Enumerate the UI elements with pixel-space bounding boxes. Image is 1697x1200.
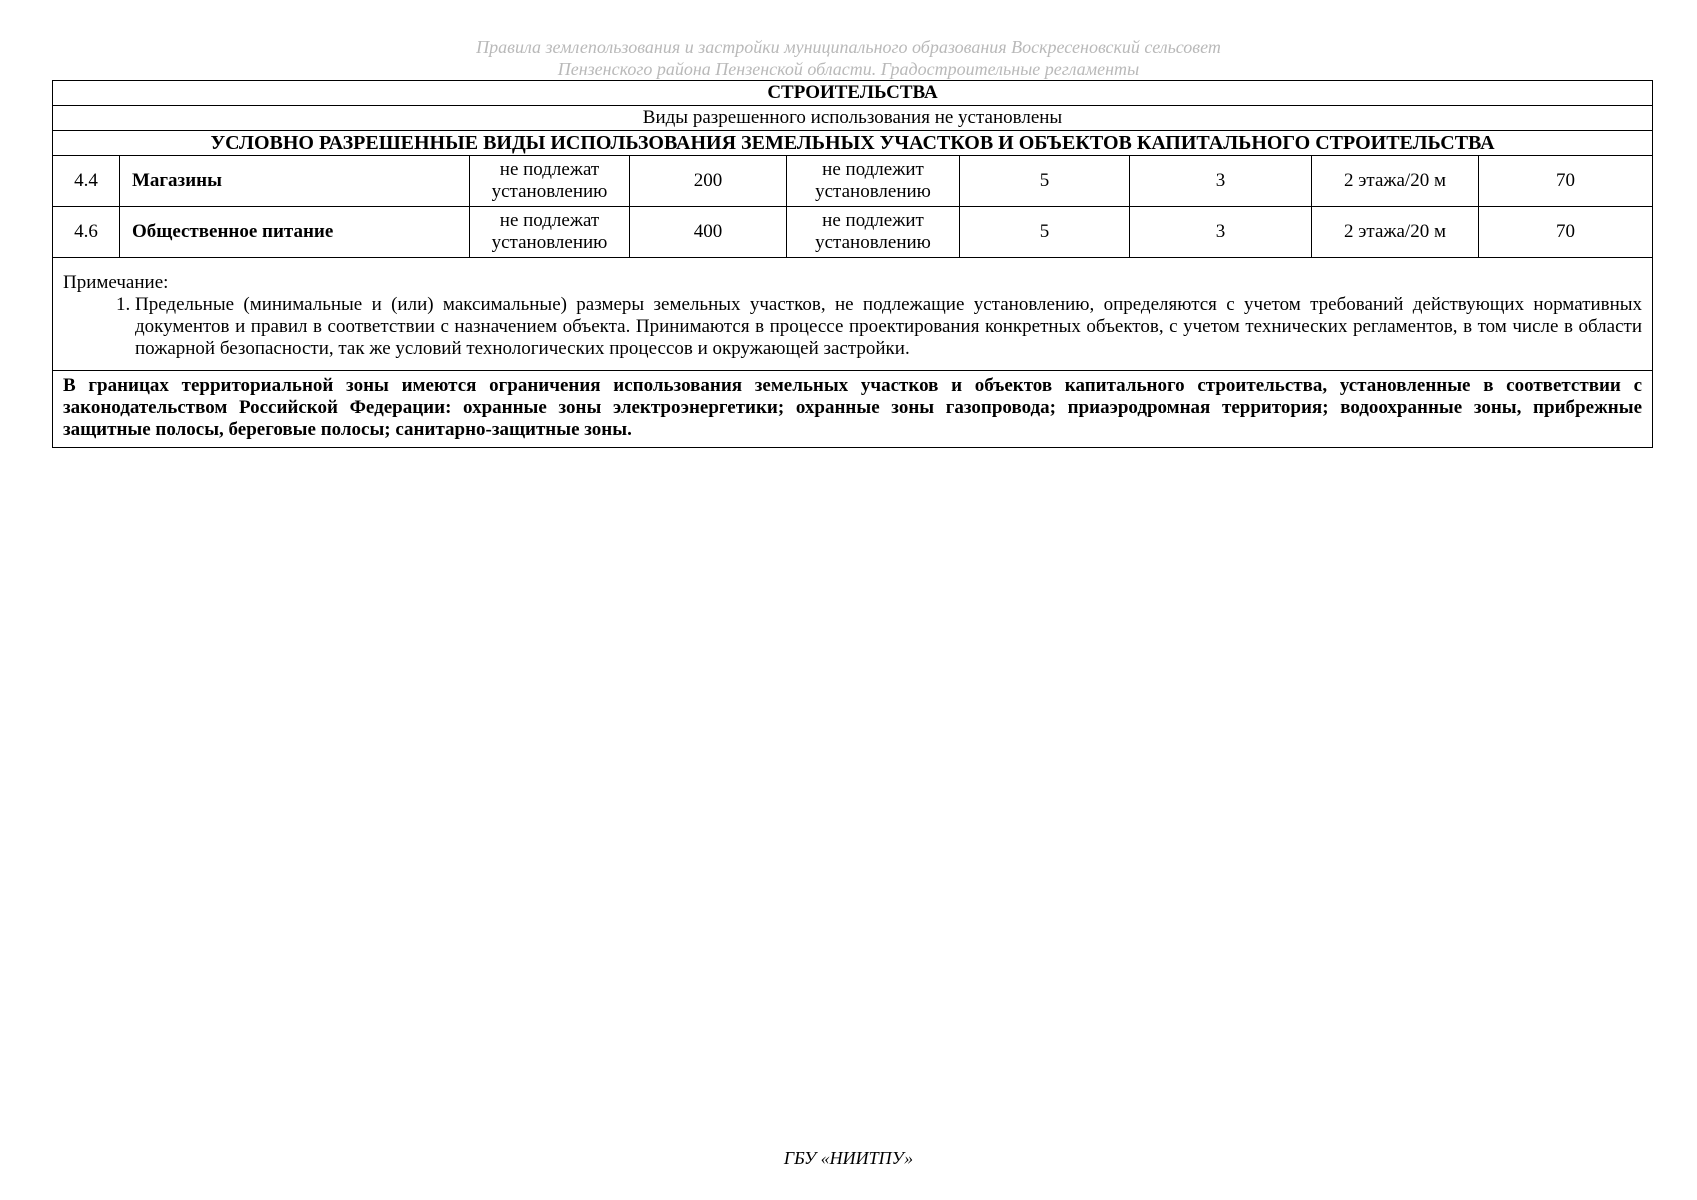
param-col-6: 3 <box>1130 156 1312 207</box>
table-row <box>53 207 1653 258</box>
conditional-uses-title-row <box>53 131 1653 156</box>
conditional-uses-title: УСЛОВНО РАЗРЕШЕННЫЕ ВИДЫ ИСПОЛЬЗОВАНИЯ ЗЕМЕЛЬНЫХ УЧАСТКОВ И ОБЪЕКТОВ КАПИТАЛЬНОГО СТРОИТЕЛЬСТВА <box>53 131 1653 156</box>
restrictions-text: В границах территориальной зоны имеются ограничения использования земельных участков и объектов капитального строительства, установленные в соответствии с законодательством Российской Федерации: охранные зоны электроэнергетики; охранные зоны газопровода; приаэродромная территория; водоохранные зоны, прибрежные защитные полосы, береговые полосы; санитарно-защитные зоны. <box>53 371 1653 448</box>
plot-size-value: 200 <box>630 156 787 207</box>
max-height: 2 этажа/20 м <box>1312 156 1479 207</box>
max-coverage: 70 <box>1479 156 1653 207</box>
use-name: Магазины <box>120 156 470 207</box>
regulations-table <box>52 80 1653 448</box>
note-title: Примечание: <box>63 272 169 293</box>
page-footer: ГБУ «НИИТПУ» <box>783 1148 914 1168</box>
note-block <box>53 258 1653 371</box>
param-col-6: 3 <box>1130 207 1312 258</box>
table-row <box>53 156 1653 207</box>
note-item: 1. Предельные (минимальные и (или) максимальные) размеры земельных участков, не подлежащие установлению, определяются с учетом требований действующих нормативных документов и правил в соответствии с назначением объекта. Принимаются в процессе проектирования конкретных объектов, с учетом технических регламентов, в том числе в области пожарной безопасности, так же условий технологических процессов и окружающей застройки. <box>135 294 1642 360</box>
section-title: СТРОИТЕЛЬСТВА <box>53 81 1653 106</box>
max-coverage: 70 <box>1479 207 1653 258</box>
running-header-line-1: Правила землепользования и застройки муниципального образования Воскресеновский сельсовет <box>476 37 1221 57</box>
running-header <box>0 36 1697 80</box>
note-row <box>53 258 1653 371</box>
plot-size-value: 400 <box>630 207 787 258</box>
restrictions-row <box>53 371 1653 448</box>
plot-size-limits: не подлежат установлению <box>470 156 630 207</box>
section-title-row <box>53 81 1653 106</box>
use-code: 4.6 <box>53 207 120 258</box>
plot-size-limits: не подлежат установлению <box>470 207 630 258</box>
max-height: 2 этажа/20 м <box>1312 207 1479 258</box>
min-indent: не подлежит установлению <box>787 156 960 207</box>
main-uses-row <box>53 106 1653 131</box>
min-indent: не подлежит установлению <box>787 207 960 258</box>
param-col-5: 5 <box>960 207 1130 258</box>
note-list <box>63 294 1642 360</box>
main-uses-note: Виды разрешенного использования не установлены <box>53 106 1653 131</box>
running-header-line-2: Пензенского района Пензенской области. Градостроительные регламенты <box>557 59 1140 79</box>
param-col-5: 5 <box>960 156 1130 207</box>
use-code: 4.4 <box>53 156 120 207</box>
use-name: Общественное питание <box>120 207 470 258</box>
